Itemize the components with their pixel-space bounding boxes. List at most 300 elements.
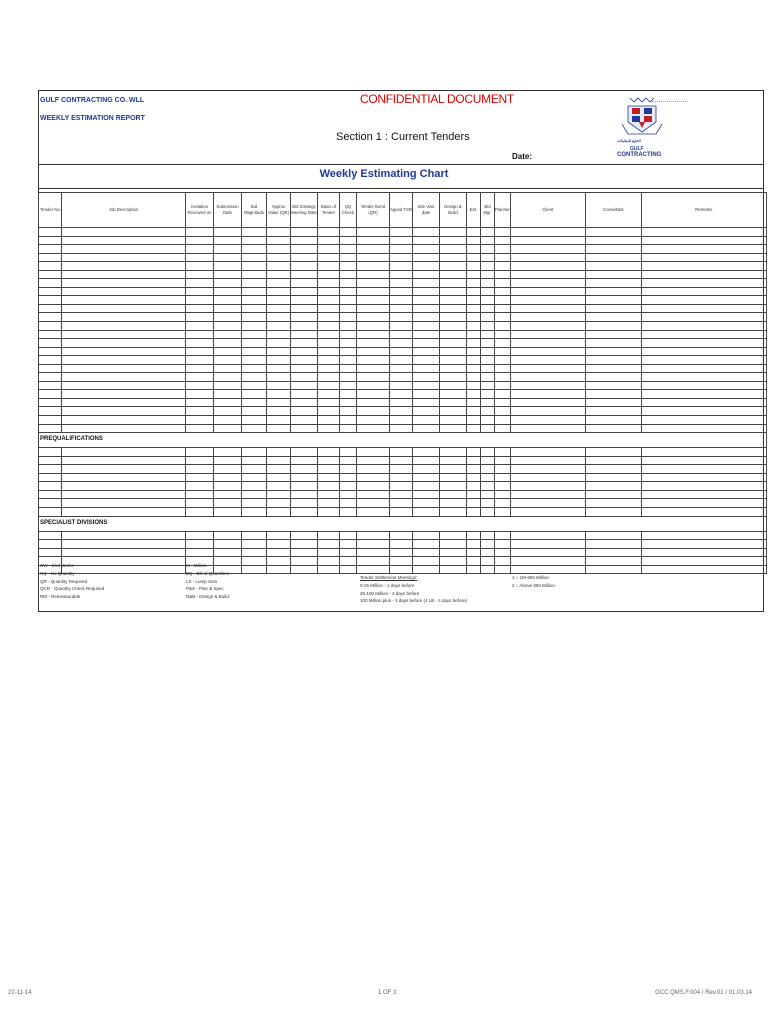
- table-cell[interactable]: [390, 296, 413, 305]
- table-cell[interactable]: [62, 270, 186, 279]
- table-cell[interactable]: [641, 499, 766, 508]
- table-cell[interactable]: [510, 398, 585, 407]
- table-cell[interactable]: [62, 322, 186, 331]
- table-cell[interactable]: [481, 557, 495, 566]
- table-cell[interactable]: [440, 565, 467, 574]
- table-cell[interactable]: [39, 253, 62, 262]
- table-cell[interactable]: [585, 507, 641, 516]
- table-cell[interactable]: [39, 228, 62, 237]
- table-cell[interactable]: [62, 364, 186, 373]
- table-cell[interactable]: [357, 322, 390, 331]
- table-cell[interactable]: [214, 296, 242, 305]
- table-cell[interactable]: [413, 531, 440, 540]
- table-cell[interactable]: [440, 253, 467, 262]
- table-cell[interactable]: [242, 373, 267, 382]
- table-cell[interactable]: [186, 540, 214, 549]
- table-cell[interactable]: [481, 398, 495, 407]
- table-cell[interactable]: [340, 473, 357, 482]
- table-cell[interactable]: [340, 330, 357, 339]
- table-cell[interactable]: [510, 322, 585, 331]
- table-cell[interactable]: [467, 424, 481, 433]
- table-cell[interactable]: [267, 373, 291, 382]
- table-cell[interactable]: [62, 253, 186, 262]
- table-cell[interactable]: [495, 465, 511, 474]
- table-cell[interactable]: [39, 531, 62, 540]
- table-cell[interactable]: [340, 407, 357, 416]
- table-cell[interactable]: [39, 313, 62, 322]
- table-cell[interactable]: [357, 465, 390, 474]
- table-cell[interactable]: [186, 322, 214, 331]
- table-cell[interactable]: [641, 279, 766, 288]
- table-cell[interactable]: [641, 416, 766, 425]
- table-cell[interactable]: [413, 236, 440, 245]
- table-cell[interactable]: [440, 531, 467, 540]
- table-cell[interactable]: [641, 287, 766, 296]
- table-cell[interactable]: [440, 236, 467, 245]
- table-cell[interactable]: [62, 356, 186, 365]
- table-cell[interactable]: [585, 236, 641, 245]
- table-cell[interactable]: [340, 398, 357, 407]
- table-cell[interactable]: [413, 473, 440, 482]
- table-cell[interactable]: [585, 313, 641, 322]
- table-cell[interactable]: [267, 398, 291, 407]
- table-cell[interactable]: [467, 253, 481, 262]
- table-cell[interactable]: [467, 339, 481, 348]
- table-cell[interactable]: [39, 262, 62, 271]
- table-cell[interactable]: [481, 228, 495, 237]
- table-cell[interactable]: [390, 499, 413, 508]
- table-cell[interactable]: [357, 557, 390, 566]
- table-cell[interactable]: [510, 347, 585, 356]
- table-cell[interactable]: [390, 424, 413, 433]
- table-cell[interactable]: [413, 448, 440, 457]
- table-cell[interactable]: [510, 245, 585, 254]
- table-cell[interactable]: [242, 398, 267, 407]
- table-cell[interactable]: [390, 482, 413, 491]
- table-cell[interactable]: [510, 507, 585, 516]
- table-cell[interactable]: [641, 262, 766, 271]
- table-cell[interactable]: [242, 347, 267, 356]
- table-cell[interactable]: [214, 347, 242, 356]
- table-cell[interactable]: [510, 490, 585, 499]
- table-cell[interactable]: [585, 398, 641, 407]
- table-cell[interactable]: [495, 456, 511, 465]
- table-cell[interactable]: [242, 253, 267, 262]
- table-cell[interactable]: [62, 531, 186, 540]
- table-cell[interactable]: [641, 253, 766, 262]
- table-cell[interactable]: [267, 465, 291, 474]
- table-cell[interactable]: [641, 448, 766, 457]
- table-cell[interactable]: [340, 287, 357, 296]
- table-cell[interactable]: [467, 390, 481, 399]
- table-cell[interactable]: [318, 356, 340, 365]
- table-cell[interactable]: [510, 499, 585, 508]
- table-cell[interactable]: [440, 398, 467, 407]
- table-cell[interactable]: [318, 228, 340, 237]
- table-cell[interactable]: [242, 565, 267, 574]
- table-cell[interactable]: [214, 499, 242, 508]
- table-cell[interactable]: [267, 313, 291, 322]
- table-cell[interactable]: [318, 245, 340, 254]
- table-cell[interactable]: [242, 364, 267, 373]
- table-cell[interactable]: [481, 499, 495, 508]
- table-cell[interactable]: [340, 270, 357, 279]
- table-cell[interactable]: [585, 322, 641, 331]
- table-cell[interactable]: [585, 499, 641, 508]
- table-cell[interactable]: [440, 381, 467, 390]
- table-cell[interactable]: [481, 456, 495, 465]
- table-cell[interactable]: [318, 465, 340, 474]
- table-cell[interactable]: [481, 473, 495, 482]
- table-cell[interactable]: [585, 245, 641, 254]
- table-cell[interactable]: [39, 356, 62, 365]
- table-cell[interactable]: [390, 228, 413, 237]
- table-cell[interactable]: [413, 339, 440, 348]
- table-cell[interactable]: [318, 236, 340, 245]
- table-cell[interactable]: [39, 304, 62, 313]
- table-cell[interactable]: [242, 322, 267, 331]
- table-cell[interactable]: [214, 540, 242, 549]
- table-cell[interactable]: [467, 416, 481, 425]
- table-cell[interactable]: [62, 424, 186, 433]
- table-cell[interactable]: [585, 339, 641, 348]
- table-cell[interactable]: [62, 448, 186, 457]
- table-cell[interactable]: [62, 473, 186, 482]
- table-cell[interactable]: [267, 287, 291, 296]
- table-cell[interactable]: [390, 330, 413, 339]
- table-cell[interactable]: [467, 322, 481, 331]
- table-cell[interactable]: [267, 482, 291, 491]
- table-cell[interactable]: [481, 381, 495, 390]
- table-cell[interactable]: [413, 228, 440, 237]
- table-cell[interactable]: [481, 448, 495, 457]
- table-cell[interactable]: [62, 296, 186, 305]
- table-cell[interactable]: [495, 356, 511, 365]
- table-cell[interactable]: [62, 540, 186, 549]
- table-cell[interactable]: [467, 347, 481, 356]
- table-cell[interactable]: [390, 540, 413, 549]
- table-cell[interactable]: [242, 313, 267, 322]
- table-cell[interactable]: [62, 482, 186, 491]
- table-cell[interactable]: [413, 381, 440, 390]
- table-cell[interactable]: [214, 390, 242, 399]
- table-cell[interactable]: [413, 548, 440, 557]
- table-cell[interactable]: [340, 390, 357, 399]
- table-cell[interactable]: [291, 557, 318, 566]
- table-cell[interactable]: [318, 304, 340, 313]
- table-cell[interactable]: [357, 456, 390, 465]
- table-cell[interactable]: [357, 407, 390, 416]
- table-cell[interactable]: [186, 356, 214, 365]
- table-cell[interactable]: [291, 245, 318, 254]
- table-cell[interactable]: [641, 245, 766, 254]
- table-cell[interactable]: [481, 465, 495, 474]
- table-cell[interactable]: [585, 490, 641, 499]
- table-cell[interactable]: [585, 456, 641, 465]
- table-cell[interactable]: [340, 482, 357, 491]
- table-cell[interactable]: [318, 557, 340, 566]
- table-cell[interactable]: [340, 531, 357, 540]
- table-cell[interactable]: [495, 565, 511, 574]
- table-cell[interactable]: [186, 253, 214, 262]
- table-cell[interactable]: [318, 296, 340, 305]
- table-cell[interactable]: [495, 313, 511, 322]
- table-cell[interactable]: [467, 381, 481, 390]
- table-cell[interactable]: [357, 279, 390, 288]
- table-cell[interactable]: [440, 499, 467, 508]
- table-cell[interactable]: [510, 531, 585, 540]
- table-cell[interactable]: [340, 304, 357, 313]
- table-cell[interactable]: [318, 540, 340, 549]
- table-cell[interactable]: [495, 262, 511, 271]
- table-cell[interactable]: [641, 381, 766, 390]
- table-cell[interactable]: [481, 531, 495, 540]
- table-cell[interactable]: [214, 262, 242, 271]
- table-cell[interactable]: [413, 296, 440, 305]
- table-cell[interactable]: [481, 245, 495, 254]
- table-cell[interactable]: [413, 565, 440, 574]
- table-cell[interactable]: [318, 507, 340, 516]
- table-cell[interactable]: [291, 531, 318, 540]
- table-cell[interactable]: [340, 347, 357, 356]
- table-cell[interactable]: [585, 531, 641, 540]
- table-cell[interactable]: [390, 287, 413, 296]
- table-cell[interactable]: [510, 373, 585, 382]
- table-cell[interactable]: [318, 373, 340, 382]
- table-cell[interactable]: [242, 270, 267, 279]
- table-cell[interactable]: [357, 356, 390, 365]
- table-cell[interactable]: [39, 407, 62, 416]
- table-cell[interactable]: [467, 313, 481, 322]
- table-cell[interactable]: [481, 416, 495, 425]
- table-cell[interactable]: [510, 262, 585, 271]
- table-cell[interactable]: [318, 565, 340, 574]
- table-cell[interactable]: [357, 296, 390, 305]
- table-cell[interactable]: [495, 364, 511, 373]
- table-cell[interactable]: [291, 228, 318, 237]
- table-cell[interactable]: [413, 424, 440, 433]
- table-cell[interactable]: [186, 228, 214, 237]
- table-cell[interactable]: [413, 490, 440, 499]
- table-cell[interactable]: [467, 465, 481, 474]
- table-cell[interactable]: [39, 465, 62, 474]
- table-cell[interactable]: [440, 390, 467, 399]
- table-cell[interactable]: [467, 531, 481, 540]
- table-cell[interactable]: [318, 482, 340, 491]
- table-cell[interactable]: [214, 270, 242, 279]
- table-cell[interactable]: [413, 364, 440, 373]
- table-cell[interactable]: [242, 482, 267, 491]
- table-cell[interactable]: [291, 473, 318, 482]
- table-cell[interactable]: [390, 364, 413, 373]
- table-cell[interactable]: [242, 279, 267, 288]
- table-cell[interactable]: [413, 507, 440, 516]
- table-cell[interactable]: [340, 236, 357, 245]
- table-cell[interactable]: [440, 490, 467, 499]
- table-cell[interactable]: [214, 228, 242, 237]
- table-cell[interactable]: [390, 548, 413, 557]
- table-cell[interactable]: [357, 490, 390, 499]
- table-cell[interactable]: [481, 548, 495, 557]
- table-cell[interactable]: [186, 531, 214, 540]
- table-cell[interactable]: [267, 339, 291, 348]
- table-cell[interactable]: [267, 304, 291, 313]
- table-cell[interactable]: [318, 381, 340, 390]
- table-cell[interactable]: [495, 339, 511, 348]
- table-cell[interactable]: [413, 313, 440, 322]
- table-cell[interactable]: [318, 490, 340, 499]
- table-cell[interactable]: [481, 270, 495, 279]
- table-cell[interactable]: [467, 565, 481, 574]
- table-cell[interactable]: [641, 531, 766, 540]
- table-cell[interactable]: [390, 322, 413, 331]
- table-cell[interactable]: [510, 228, 585, 237]
- table-cell[interactable]: [186, 507, 214, 516]
- table-cell[interactable]: [39, 279, 62, 288]
- table-cell[interactable]: [390, 356, 413, 365]
- table-cell[interactable]: [267, 364, 291, 373]
- table-cell[interactable]: [62, 228, 186, 237]
- table-cell[interactable]: [357, 253, 390, 262]
- table-cell[interactable]: [495, 531, 511, 540]
- table-cell[interactable]: [641, 339, 766, 348]
- table-cell[interactable]: [291, 347, 318, 356]
- table-cell[interactable]: [467, 490, 481, 499]
- table-cell[interactable]: [585, 364, 641, 373]
- table-cell[interactable]: [39, 490, 62, 499]
- table-cell[interactable]: [214, 424, 242, 433]
- table-cell[interactable]: [291, 390, 318, 399]
- table-cell[interactable]: [510, 473, 585, 482]
- table-cell[interactable]: [510, 416, 585, 425]
- table-cell[interactable]: [267, 456, 291, 465]
- table-cell[interactable]: [585, 407, 641, 416]
- table-cell[interactable]: [413, 465, 440, 474]
- table-cell[interactable]: [214, 245, 242, 254]
- table-cell[interactable]: [186, 465, 214, 474]
- table-cell[interactable]: [390, 236, 413, 245]
- table-cell[interactable]: [214, 373, 242, 382]
- table-cell[interactable]: [242, 245, 267, 254]
- table-cell[interactable]: [357, 364, 390, 373]
- table-cell[interactable]: [585, 228, 641, 237]
- table-cell[interactable]: [340, 557, 357, 566]
- table-cell[interactable]: [413, 416, 440, 425]
- table-cell[interactable]: [267, 390, 291, 399]
- table-cell[interactable]: [467, 499, 481, 508]
- table-cell[interactable]: [390, 456, 413, 465]
- table-cell[interactable]: [291, 373, 318, 382]
- table-cell[interactable]: [39, 482, 62, 491]
- table-cell[interactable]: [340, 364, 357, 373]
- table-cell[interactable]: [318, 398, 340, 407]
- table-cell[interactable]: [440, 304, 467, 313]
- table-cell[interactable]: [481, 253, 495, 262]
- table-cell[interactable]: [440, 296, 467, 305]
- table-cell[interactable]: [495, 304, 511, 313]
- table-cell[interactable]: [467, 407, 481, 416]
- table-cell[interactable]: [510, 448, 585, 457]
- table-cell[interactable]: [242, 507, 267, 516]
- table-cell[interactable]: [641, 322, 766, 331]
- table-cell[interactable]: [467, 356, 481, 365]
- table-cell[interactable]: [585, 287, 641, 296]
- table-cell[interactable]: [357, 473, 390, 482]
- table-cell[interactable]: [510, 381, 585, 390]
- table-cell[interactable]: [641, 507, 766, 516]
- table-cell[interactable]: [214, 330, 242, 339]
- table-cell[interactable]: [214, 253, 242, 262]
- table-cell[interactable]: [242, 548, 267, 557]
- table-cell[interactable]: [186, 330, 214, 339]
- table-cell[interactable]: [291, 490, 318, 499]
- table-cell[interactable]: [585, 373, 641, 382]
- table-cell[interactable]: [318, 364, 340, 373]
- table-cell[interactable]: [291, 381, 318, 390]
- table-cell[interactable]: [186, 456, 214, 465]
- table-cell[interactable]: [467, 270, 481, 279]
- table-cell[interactable]: [39, 390, 62, 399]
- table-cell[interactable]: [481, 347, 495, 356]
- table-cell[interactable]: [186, 448, 214, 457]
- table-cell[interactable]: [413, 304, 440, 313]
- table-cell[interactable]: [440, 416, 467, 425]
- table-cell[interactable]: [481, 407, 495, 416]
- table-cell[interactable]: [186, 424, 214, 433]
- table-cell[interactable]: [495, 424, 511, 433]
- table-cell[interactable]: [62, 407, 186, 416]
- table-cell[interactable]: [267, 262, 291, 271]
- table-cell[interactable]: [413, 356, 440, 365]
- table-cell[interactable]: [39, 416, 62, 425]
- table-cell[interactable]: [267, 416, 291, 425]
- table-cell[interactable]: [481, 390, 495, 399]
- table-cell[interactable]: [495, 322, 511, 331]
- table-cell[interactable]: [267, 490, 291, 499]
- table-cell[interactable]: [340, 356, 357, 365]
- table-cell[interactable]: [467, 448, 481, 457]
- table-cell[interactable]: [291, 364, 318, 373]
- table-cell[interactable]: [340, 381, 357, 390]
- table-cell[interactable]: [267, 424, 291, 433]
- table-cell[interactable]: [481, 364, 495, 373]
- table-cell[interactable]: [390, 373, 413, 382]
- table-cell[interactable]: [291, 424, 318, 433]
- table-cell[interactable]: [641, 304, 766, 313]
- table-cell[interactable]: [357, 330, 390, 339]
- table-cell[interactable]: [267, 507, 291, 516]
- table-cell[interactable]: [440, 507, 467, 516]
- table-cell[interactable]: [318, 347, 340, 356]
- table-cell[interactable]: [267, 356, 291, 365]
- table-cell[interactable]: [214, 381, 242, 390]
- table-cell[interactable]: [318, 322, 340, 331]
- table-cell[interactable]: [214, 304, 242, 313]
- table-cell[interactable]: [39, 236, 62, 245]
- table-cell[interactable]: [467, 245, 481, 254]
- table-cell[interactable]: [440, 373, 467, 382]
- table-cell[interactable]: [291, 304, 318, 313]
- table-cell[interactable]: [481, 313, 495, 322]
- table-cell[interactable]: [291, 262, 318, 271]
- table-cell[interactable]: [318, 287, 340, 296]
- table-cell[interactable]: [481, 540, 495, 549]
- table-cell[interactable]: [340, 465, 357, 474]
- table-cell[interactable]: [186, 364, 214, 373]
- table-cell[interactable]: [357, 373, 390, 382]
- table-cell[interactable]: [510, 339, 585, 348]
- table-cell[interactable]: [291, 448, 318, 457]
